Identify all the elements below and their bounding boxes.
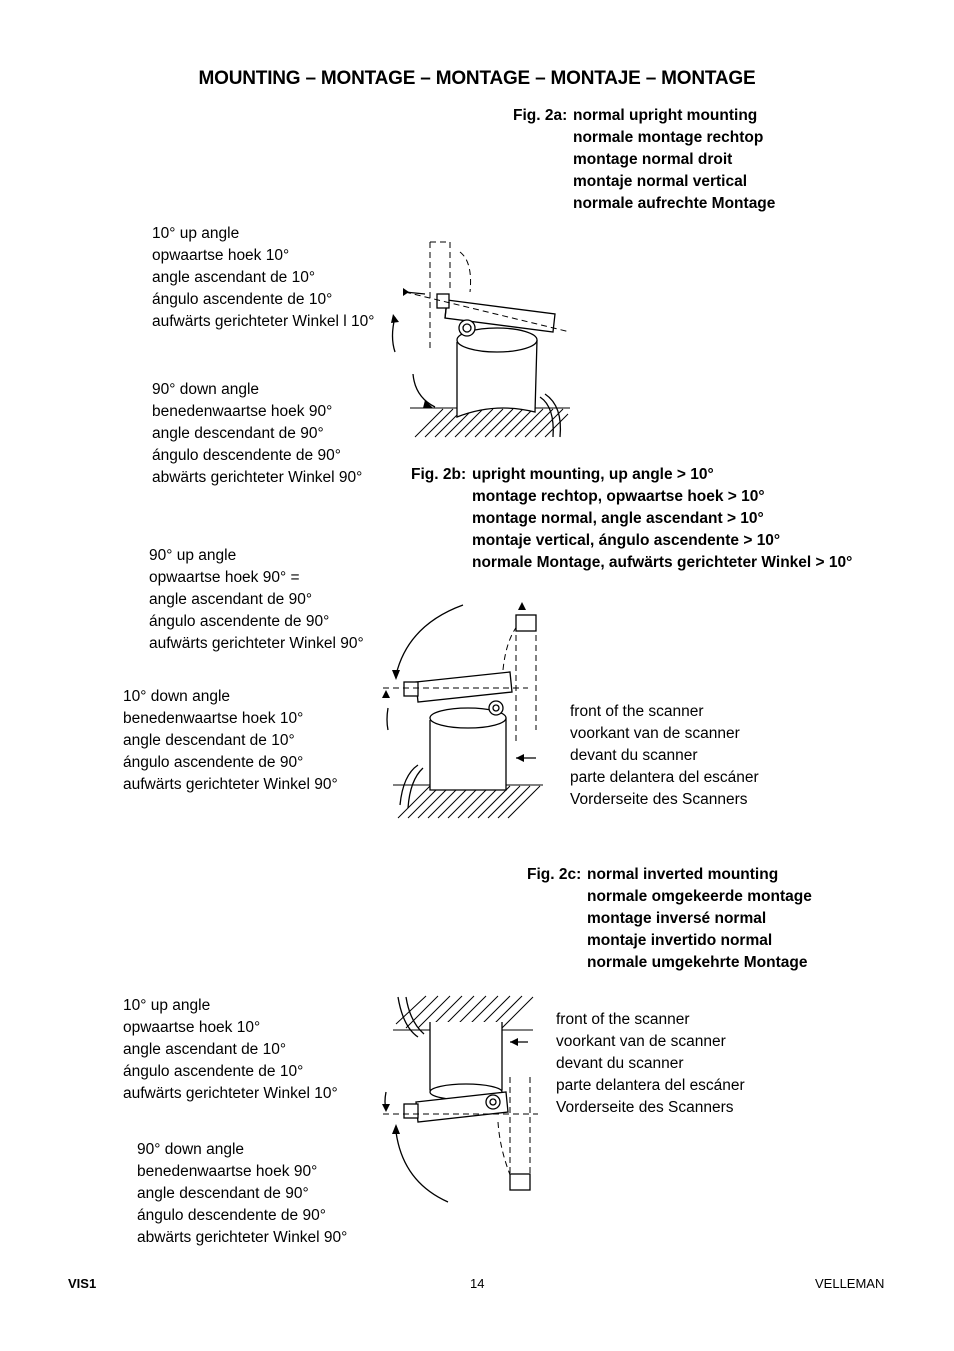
- text-line: front of the scanner: [556, 1011, 690, 1028]
- text-line: Vorderseite des Scanners: [556, 1099, 734, 1116]
- text-line: angle ascendant de 10°: [123, 1041, 287, 1058]
- footer-brand: VELLEMAN: [815, 1276, 885, 1291]
- page-title: MOUNTING – MONTAGE – MONTAGE – MONTAJE – MONTAGE: [198, 68, 756, 89]
- fig-2c-up-angle-text: [123, 995, 338, 1105]
- text-line: 90° down angle: [152, 381, 260, 398]
- fig-2a-caption: [513, 105, 775, 215]
- caption-line: montage inversé normal: [587, 910, 767, 927]
- caption-line: montage normal droit: [573, 151, 733, 168]
- fig-2b-up-angle-text: [149, 545, 364, 655]
- fig-2a-label: Fig. 2a:: [513, 107, 568, 124]
- fig-2c-label: Fig. 2c:: [527, 866, 582, 883]
- text-line: aufwärts gerichteter Winkel 90°: [123, 776, 338, 793]
- caption-line: normale omgekeerde montage: [587, 888, 812, 905]
- text-line: abwärts gerichteter Winkel 90°: [152, 469, 363, 486]
- text-line: devant du scanner: [556, 1055, 684, 1072]
- fig-2b-front-text: [570, 701, 759, 811]
- caption-line: montage rechtop, opwaartse hoek > 10°: [472, 488, 765, 505]
- caption-line: normale Montage, aufwärts gerichteter Winkel > 10°: [472, 554, 853, 571]
- text-line: Vorderseite des Scanners: [570, 791, 748, 808]
- fig-2c-inverted-mount-drawing: [378, 992, 543, 1214]
- text-line: ángulo ascendente de 10°: [123, 1063, 304, 1080]
- text-line: benedenwaartse hoek 10°: [123, 710, 304, 727]
- text-line: 10° up angle: [123, 997, 211, 1014]
- fig-2b-label: Fig. 2b:: [411, 466, 467, 483]
- text-line: benedenwaartse hoek 90°: [137, 1163, 318, 1180]
- ground-hatch: [410, 408, 570, 437]
- text-line: 10° down angle: [123, 688, 231, 705]
- text-line: ángulo ascendente de 10°: [152, 291, 333, 308]
- text-line: 90° up angle: [149, 547, 237, 564]
- text-line: ángulo descendente de 90°: [152, 447, 341, 464]
- text-line: benedenwaartse hoek 90°: [152, 403, 333, 420]
- text-line: aufwärts gerichteter Winkel 90°: [149, 635, 364, 652]
- text-line: voorkant van de scanner: [570, 725, 740, 742]
- text-line: aufwärts gerichteter Winkel l 10°: [152, 313, 375, 330]
- caption-line: montaje vertical, ángulo ascendente > 10°: [472, 532, 781, 549]
- text-line: voorkant van de scanner: [556, 1033, 726, 1050]
- caption-line: normal upright mounting: [573, 107, 758, 124]
- text-line: ángulo descendente de 90°: [137, 1207, 326, 1224]
- fig-2c-down-angle-text: [137, 1139, 347, 1249]
- text-line: angle ascendant de 10°: [152, 269, 316, 286]
- fig-2b-upright-up-angle-drawing: [378, 590, 550, 820]
- fig-2a-down-angle-text: [152, 379, 362, 489]
- fig-2c-caption: [527, 864, 812, 974]
- caption-line: upright mounting, up angle > 10°: [472, 466, 714, 483]
- text-line: opwaartse hoek 10°: [152, 247, 290, 264]
- text-line: opwaartse hoek 10°: [123, 1019, 261, 1036]
- fig-2c-front-text: [556, 1009, 745, 1119]
- text-line: angle descendant de 10°: [123, 732, 295, 749]
- text-line: 90° down angle: [137, 1141, 245, 1158]
- text-line: front of the scanner: [570, 703, 704, 720]
- caption-line: montage normal, angle ascendant > 10°: [472, 510, 764, 527]
- text-line: angle ascendant de 90°: [149, 591, 313, 608]
- fig-2a-up-angle-text: [152, 223, 374, 333]
- text-line: aufwärts gerichteter Winkel 10°: [123, 1085, 338, 1102]
- text-line: abwärts gerichteter Winkel 90°: [137, 1229, 348, 1246]
- fig-2b-caption: [411, 464, 852, 574]
- footer-page-number: 14: [470, 1276, 485, 1291]
- fig-2b-down-angle-text: [123, 686, 338, 796]
- text-line: 10° up angle: [152, 225, 240, 242]
- caption-line: montaje normal vertical: [573, 173, 748, 190]
- caption-line: normale aufrechte Montage: [573, 195, 776, 212]
- text-line: angle descendant de 90°: [137, 1185, 309, 1202]
- text-line: opwaartse hoek 90° =: [149, 569, 300, 586]
- text-line: parte delantera del escáner: [556, 1077, 745, 1094]
- fig-2a-upright-mount-drawing: [385, 222, 585, 448]
- text-line: angle descendant de 90°: [152, 425, 324, 442]
- text-line: ángulo ascendente de 90°: [149, 613, 330, 630]
- caption-line: normal inverted mounting: [587, 866, 779, 883]
- caption-line: montaje invertido normal: [587, 932, 773, 949]
- footer-doc-code: VIS1: [68, 1276, 97, 1291]
- caption-line: normale umgekehrte Montage: [587, 954, 808, 971]
- text-line: devant du scanner: [570, 747, 698, 764]
- text-line: ángulo ascendente de 90°: [123, 754, 304, 771]
- caption-line: normale montage rechtop: [573, 129, 764, 146]
- text-line: parte delantera del escáner: [570, 769, 759, 786]
